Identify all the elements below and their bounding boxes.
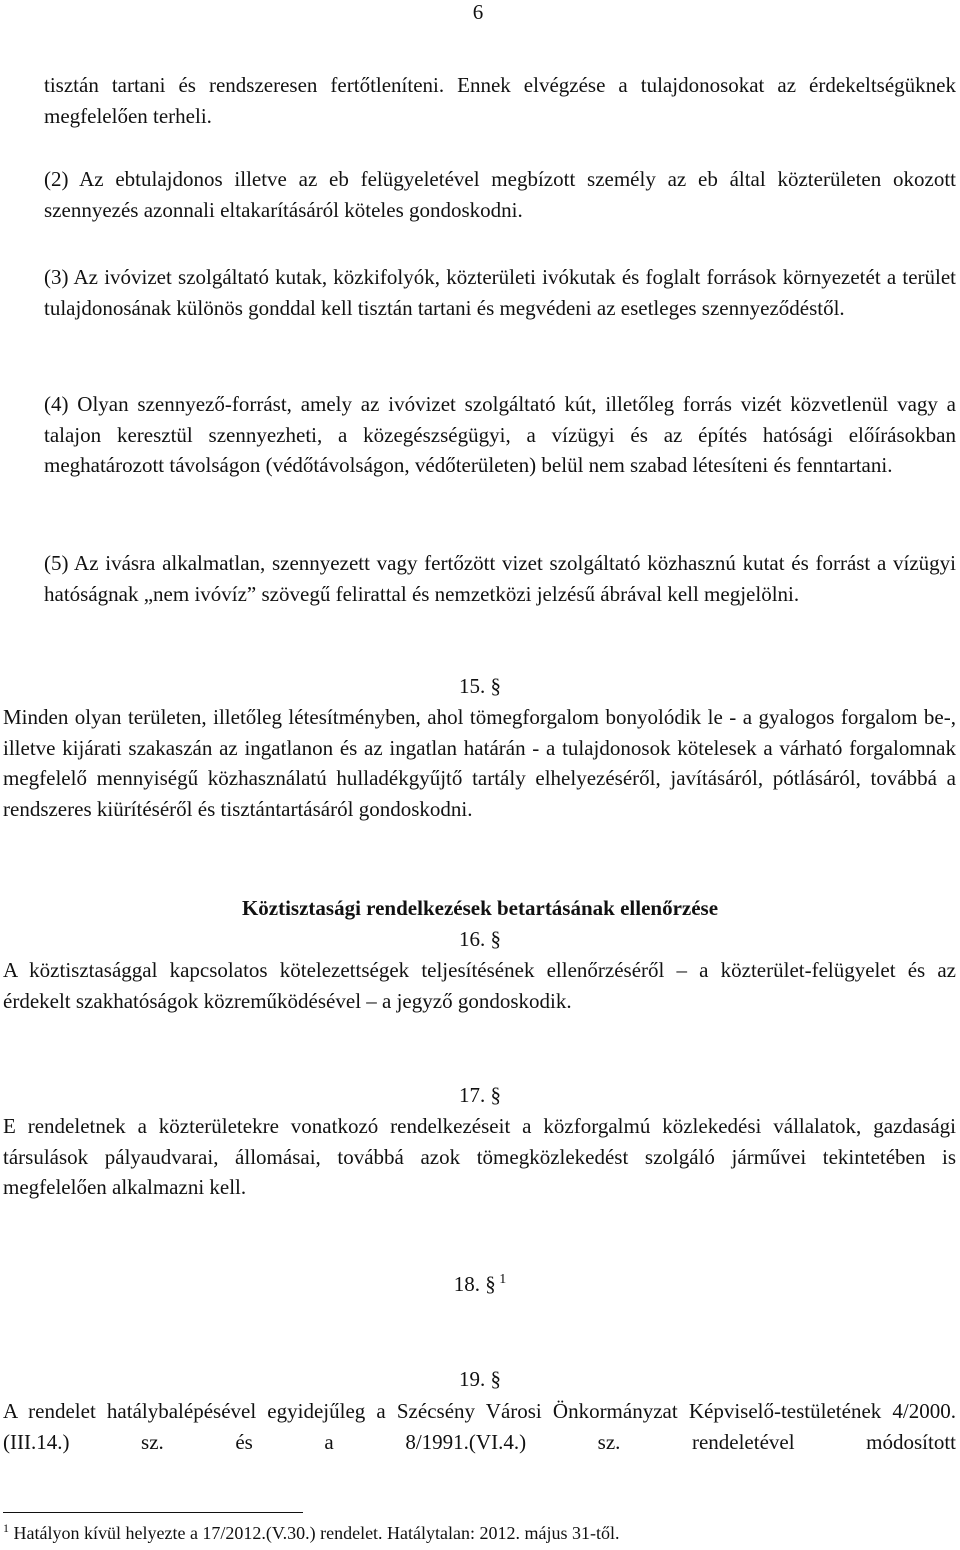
footnote-text: Hatályon kívül helyezte a 17/2012.(V.30.) rendelet. Hatálytalan: 2012. május 31-től. bbox=[13, 1523, 620, 1543]
footnote bbox=[3, 1522, 620, 1544]
section-heading: Köztisztasági rendelkezések betartásának ellenőrzése bbox=[241, 896, 719, 920]
section-19-number: 19. § bbox=[459, 1367, 501, 1391]
section-19-text: A rendelet hatálybalépésével egyidejűleg a Szécsény Városi Önkormányzat Képviselő-testületének 4/2000.(III.14.) sz. és a 8/1991.(VI.4.) sz. rendeletével módosított bbox=[3, 1399, 956, 1454]
section-17-number: 17. § bbox=[459, 1083, 501, 1107]
section-16-number: 16. § bbox=[459, 927, 501, 951]
paragraph-3: (3) Az ivóvizet szolgáltató kutak, közkifolyók, közterületi ivókutak és foglalt források környezetét a terület tulajdonosának különös gonddal kell tisztán tartani és megvédeni az esetleges szennyeződéstől. bbox=[44, 265, 956, 320]
section-17-text: E rendeletnek a közterületekre vonatkozó rendelkezéseit a közforgalmú közlekedési vállalatok, gazdasági társulások pályaudvarai, állomásai, továbbá azok tömegközlekedést szolgáló járművei tekintetében is megfelelően alkalmazni kell. bbox=[3, 1114, 956, 1199]
section-18-label: 18. § bbox=[453, 1272, 496, 1296]
paragraph-continuation: tisztán tartani és rendszeresen fertőtleníteni. Ennek elvégzése a tulajdonosokat az érdekeltségüknek megfelelően terheli. bbox=[44, 73, 956, 128]
section-16-text: A köztisztasággal kapcsolatos kötelezettségek teljesítésének ellenőrzéséről – a közterület-felügyelet és az érdekelt szakhatóságok közreműködésével – a jegyző gondoskodik. bbox=[3, 958, 956, 1013]
section-15-text: Minden olyan területen, illetőleg létesítményben, ahol tömegforgalom bonyolódik le - a gyalogos forgalom be-, illetve kijárati szakaszán az ingatlanon és az ingatlan határán - a tulajdonosok kötelesek a várható forgalomnak megfelelő mennyiségű közhasználatú hulladékgyűjtő tartály elhelyezéséről, javításáról, pótlásáról, továbbá a rendszeres kiürítéséről és tisztántartásáról gondoskodni. bbox=[3, 705, 956, 821]
footnote-marker: 1 bbox=[3, 1521, 9, 1535]
footnote-reference[interactable]: 1 bbox=[499, 1272, 507, 1287]
section-18-number bbox=[0, 1269, 960, 1299]
section-15-number: 15. § bbox=[459, 674, 501, 698]
paragraph-2: (2) Az ebtulajdonos illetve az eb felügyeletével megbízott személy az eb által közterületen okozott szennyezés azonnali eltakarításáról köteles gondoskodni. bbox=[44, 167, 956, 222]
paragraph-5: (5) Az ivásra alkalmatlan, szennyezett vagy fertőzött vizet szolgáltató közhasznú kutat és forrást a vízügyi hatóságnak „nem ivóvíz” szövegű felirattal és nemzetközi jelzésű ábrával kell megjelölni. bbox=[44, 551, 956, 606]
footnote-divider bbox=[3, 1512, 303, 1513]
page-number: 6 bbox=[472, 0, 484, 24]
paragraph-4: (4) Olyan szennyező-forrást, amely az ivóvizet szolgáltató kút, illetőleg forrás vizét közvetlenül vagy a talajon keresztül szennyezheti, a közegészségügyi, a vízügyi és az építés hatósági előírásokban meghatározott távolságon (védőtávolságon, védőterületen) belül nem szabad létesíteni és fenntartani. bbox=[44, 392, 956, 477]
